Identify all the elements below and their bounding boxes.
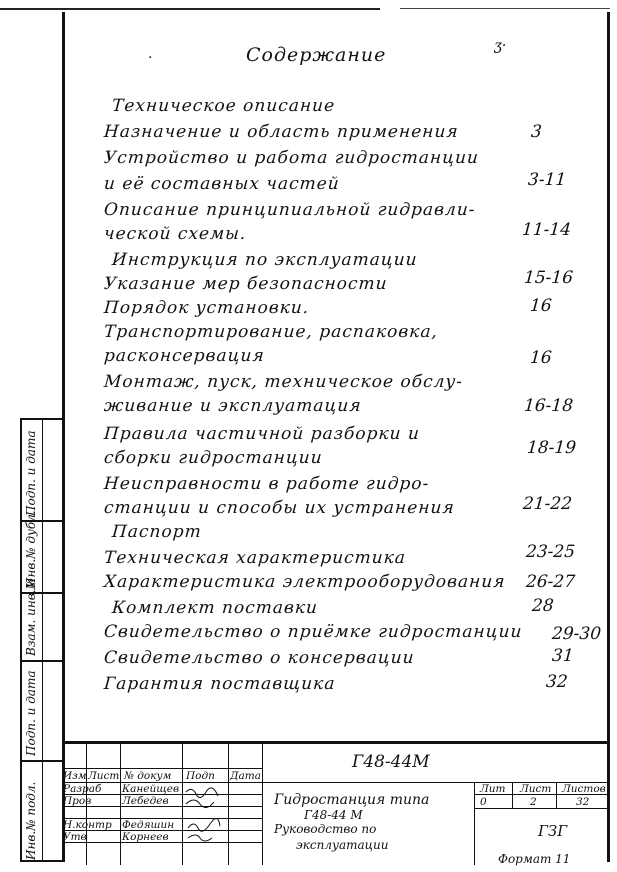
toc-row-text: Назначение и область применения [103, 122, 460, 142]
toc-row-page: 3 [530, 122, 543, 142]
toc-row-text: Инструкция по эксплуатации [111, 250, 419, 270]
ink-dot: · [148, 50, 153, 66]
toc-row-text: Характеристика электрооборудования [103, 572, 507, 592]
margin-stamp-divider [22, 660, 64, 662]
tb-line [474, 808, 610, 809]
toc-row-text: Транспортирование, распаковка, [103, 322, 439, 342]
toc-row-page: 18-19 [526, 438, 577, 458]
tb-line [556, 782, 557, 808]
tb-name: Корнеев [122, 831, 169, 843]
toc-row-text: расконсервация [103, 346, 266, 366]
toc-row-page: 29-30 [551, 624, 602, 644]
doc-title-line: Руководство по [274, 822, 377, 836]
margin-stamp-vline [42, 420, 43, 860]
sheet-label: Лист [520, 783, 552, 795]
toc-row-page: 23-25 [525, 542, 576, 562]
format-label: Формат 11 [498, 852, 571, 866]
stamp-label: Инв.№ подл. [24, 781, 38, 860]
toc-row-text: Свидетельство о консервации [103, 648, 416, 668]
top-rule [0, 8, 380, 10]
tb-name: Федяшин [122, 819, 175, 831]
toc-row-page: 21-22 [522, 494, 573, 514]
doc-title-line: Г48-44 М [304, 808, 363, 822]
tb-line [62, 768, 262, 769]
tb-line [262, 744, 263, 865]
sheets-label: Листов [562, 783, 606, 795]
doc-title-line: Гидростанция типа [274, 792, 430, 808]
toc-row-text: Гарантия поставщика [103, 674, 337, 694]
toc-row-text: Техническое описание [111, 96, 336, 116]
tb-line [512, 782, 513, 808]
toc-row-page: 15-16 [523, 268, 574, 288]
tb-line [228, 744, 229, 865]
document-code: Г48-44М [352, 752, 430, 772]
toc-row-page: 31 [551, 646, 575, 666]
toc-row-page: 26-27 [525, 572, 576, 592]
tb-header-cell: Изм [63, 770, 87, 782]
toc-row-page: 16 [529, 296, 553, 316]
lit-label: Лит [480, 783, 506, 795]
toc-row-text: станции и способы их устранения [103, 498, 456, 518]
toc-row-text: и её составных частей [103, 174, 341, 194]
toc-row-text: сборки гидростанции [103, 448, 324, 468]
toc-row-page: 16-18 [523, 396, 574, 416]
toc-row-text: ческой схемы. [103, 224, 248, 244]
toc-row-text: Порядок установки. [103, 298, 310, 318]
toc-row-text: Неисправности в работе гидро- [103, 474, 431, 494]
toc-row-page: 16 [529, 348, 553, 368]
toc-row-text: Монтаж, пуск, техническое обслу- [103, 372, 464, 392]
margin-stamp-divider [22, 760, 64, 762]
tb-role: Пров [63, 795, 92, 807]
tb-role: Разраб [63, 783, 102, 795]
tb-header-cell: Подп [186, 770, 215, 782]
doc-title-line: эксплуатации [296, 838, 389, 852]
ink-mark: ʒ· [494, 38, 507, 54]
tb-role: Утв [63, 831, 87, 843]
toc-row-text: Указание мер безопасности [103, 274, 389, 294]
lit-value: 0 [480, 796, 487, 808]
tb-role: Н.контр [63, 819, 112, 831]
toc-row-text: Описание принципиальной гидравли- [103, 200, 477, 220]
sheet-value: 2 [530, 796, 537, 808]
sheets-value: 32 [576, 796, 590, 808]
toc-row-text: Свидетельство о приёмке гидростанции [103, 622, 524, 642]
toc-row-text: Паспорт [111, 522, 203, 542]
top-rule-right [400, 8, 610, 9]
tb-line [120, 744, 121, 865]
stamp-label: Подп. и дата [24, 430, 38, 516]
stamp-label: Подп. и дата [24, 670, 38, 756]
title-block [62, 741, 610, 866]
tb-name: Канейщев [122, 783, 180, 795]
toc-row-text: Техническая характеристика [103, 548, 407, 568]
margin-stamp [20, 418, 62, 862]
toc-row-page: 32 [545, 672, 569, 692]
tb-header-cell: Дата [230, 770, 262, 782]
stamp-label: Инв.№ дубл. [24, 510, 38, 588]
page-title: Содержание [246, 44, 387, 66]
tb-line [474, 782, 475, 865]
toc-row-text: Комплект поставки [111, 598, 319, 618]
toc-row-text: Правила частичной разборки и [103, 424, 421, 444]
toc-row-page: 3-11 [527, 170, 567, 190]
toc-row-page: 28 [531, 596, 555, 616]
toc-row-page: 11-14 [521, 220, 572, 240]
toc-row-text: живание и эксплуатация [103, 396, 363, 416]
tb-name: Лебедев [122, 795, 169, 807]
organization-code: ГЗГ [538, 822, 568, 840]
tb-header-cell: № докум [124, 770, 172, 782]
stamp-label: Взам. инв.№ [24, 578, 38, 656]
toc-row-text: Устройство и работа гидростанции [103, 148, 480, 168]
tb-header-cell: Лист [88, 770, 120, 782]
signature-marks [182, 782, 228, 842]
